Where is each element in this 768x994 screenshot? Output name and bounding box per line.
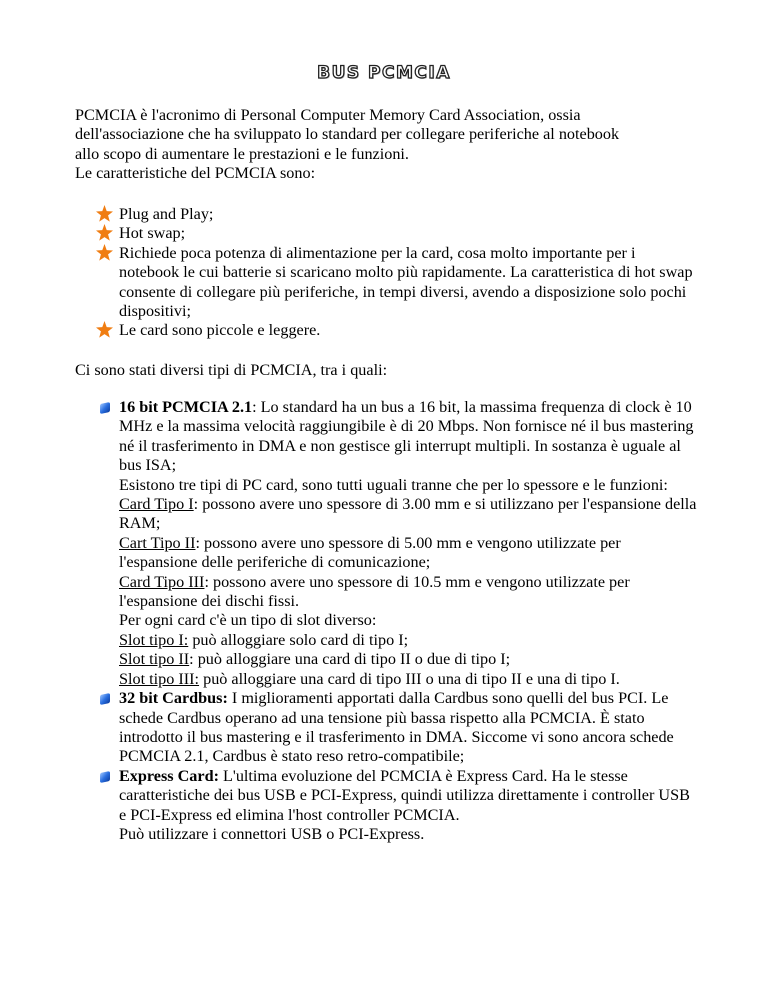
- card-text: : possono avere uno spessore di 3.00 mm e si utilizzano per l'espansione della RAM;: [119, 495, 697, 533]
- type-desc: I miglioramenti apportati dalla Cardbus sono quelli del bus PCI. Le schede Cardbus operano ad una tensione più bassa rispetto alla PCMCIA. È stato introdotto il bus mastering e il trasferimento in DMA. Siccome vi sono ancora schede PCMCIA 2.1, Cardbus è stato reso retro-compatibile;: [119, 689, 674, 766]
- intro-line: PCMCIA è l'acronimo di Personal Computer Memory Card Association, ossia: [75, 106, 581, 124]
- types-list: [0, 398, 768, 844]
- intro-paragraph: [75, 106, 715, 184]
- slot-text: : può alloggiare una card di tipo II o due di tipo I;: [189, 650, 511, 669]
- star-icon: [96, 244, 113, 261]
- page-title: BUS PCMCIA: [317, 63, 451, 83]
- type-desc: L'ultima evoluzione del PCMCIA è Express Card. Ha le stesse caratteristiche dei bus USB e PCI-Express, quindi utilizza direttamente i controller USB e PCI-Express ed elimina l'host controller PCMCIA.: [119, 766, 690, 824]
- star-icon: [96, 224, 113, 241]
- cards-intro: Esistono tre tipi di PC card, sono tutti uguali tranne che per lo spessore e le funzioni:: [119, 475, 668, 494]
- type-name: 16 bit PCMCIA 2.1: [119, 398, 253, 416]
- type-name: Express Card:: [119, 766, 219, 785]
- intro-line: dell'associazione che ha sviluppato lo standard per collegare periferiche al notebook: [75, 125, 620, 144]
- type-name: 32 bit Cardbus:: [119, 689, 228, 708]
- feature-text: Richiede poca potenza di alimentazione per la card, cosa molto importante per i notebook le cui batterie si scaricano molto più rapidamente. La caratteristica di hot swap consente di collegare più periferiche, in tempi diversi, avendo a disposizione solo pochi dispositivi;: [119, 243, 693, 321]
- feature-text: Plug and Play;: [119, 205, 214, 223]
- card-label: Card Tipo III: [119, 572, 205, 591]
- star-icon: [96, 321, 113, 338]
- star-icon: [96, 205, 113, 222]
- blue-box-icon: [100, 693, 110, 705]
- slots-intro: Per ogni card c'è un tipo di slot diverso:: [119, 611, 377, 630]
- slot-label: Slot tipo II: [119, 650, 190, 669]
- title-container: [0, 64, 768, 83]
- blue-box-icon: [100, 402, 110, 414]
- type-desc: : Lo standard ha un bus a 16 bit, la massima frequenza di clock è 10 MHz e la massima velocità raggiungibile è di 20 Mbps. Non fornisce né il bus mastering né il trasferimento in DMA e non gestisce gli interrupt multipli. In sostanza è uguale al bus ISA;: [119, 398, 694, 475]
- types-intro: Ci sono stati diversi tipi di PCMCIA, tra i quali:: [75, 361, 388, 379]
- list-item: [0, 244, 768, 322]
- feature-text: Hot swap;: [119, 224, 186, 243]
- slot-text: può alloggiare una card di tipo III o una di tipo II e una di tipo I.: [199, 669, 620, 688]
- card-text: : possono avere uno spessore di 10.5 mm e vengono utilizzate per l'espansione dei dischi fissi.: [119, 572, 630, 611]
- list-item-cardbus: [0, 689, 768, 767]
- slot-label: Slot tipo III:: [119, 669, 200, 688]
- list-item: [0, 321, 768, 340]
- feature-text: Le card sono piccole e leggere.: [119, 321, 321, 340]
- type-extra: Può utilizzare i connettori USB o PCI-Express.: [119, 824, 425, 843]
- intro-line: allo scopo di aumentare le prestazioni e le funzioni.: [75, 144, 409, 163]
- slot-label: Slot tipo I:: [119, 630, 189, 649]
- blue-box-icon: [100, 771, 110, 783]
- intro-line: Le caratteristiche del PCMCIA sono:: [75, 164, 316, 183]
- list-item-express: [0, 767, 768, 845]
- features-list: [0, 205, 768, 341]
- card-label: Card Tipo I: [119, 495, 194, 514]
- list-item: [0, 205, 768, 224]
- list-item: [0, 224, 768, 243]
- list-item-16bit: [0, 398, 768, 689]
- card-label: Cart Tipo II: [119, 533, 196, 552]
- card-text: : possono avere uno spessore di 5.00 mm e vengono utilizzate per l'espansione delle periferiche di comunicazione;: [119, 533, 621, 572]
- slot-text: può alloggiare solo card di tipo I;: [188, 630, 409, 649]
